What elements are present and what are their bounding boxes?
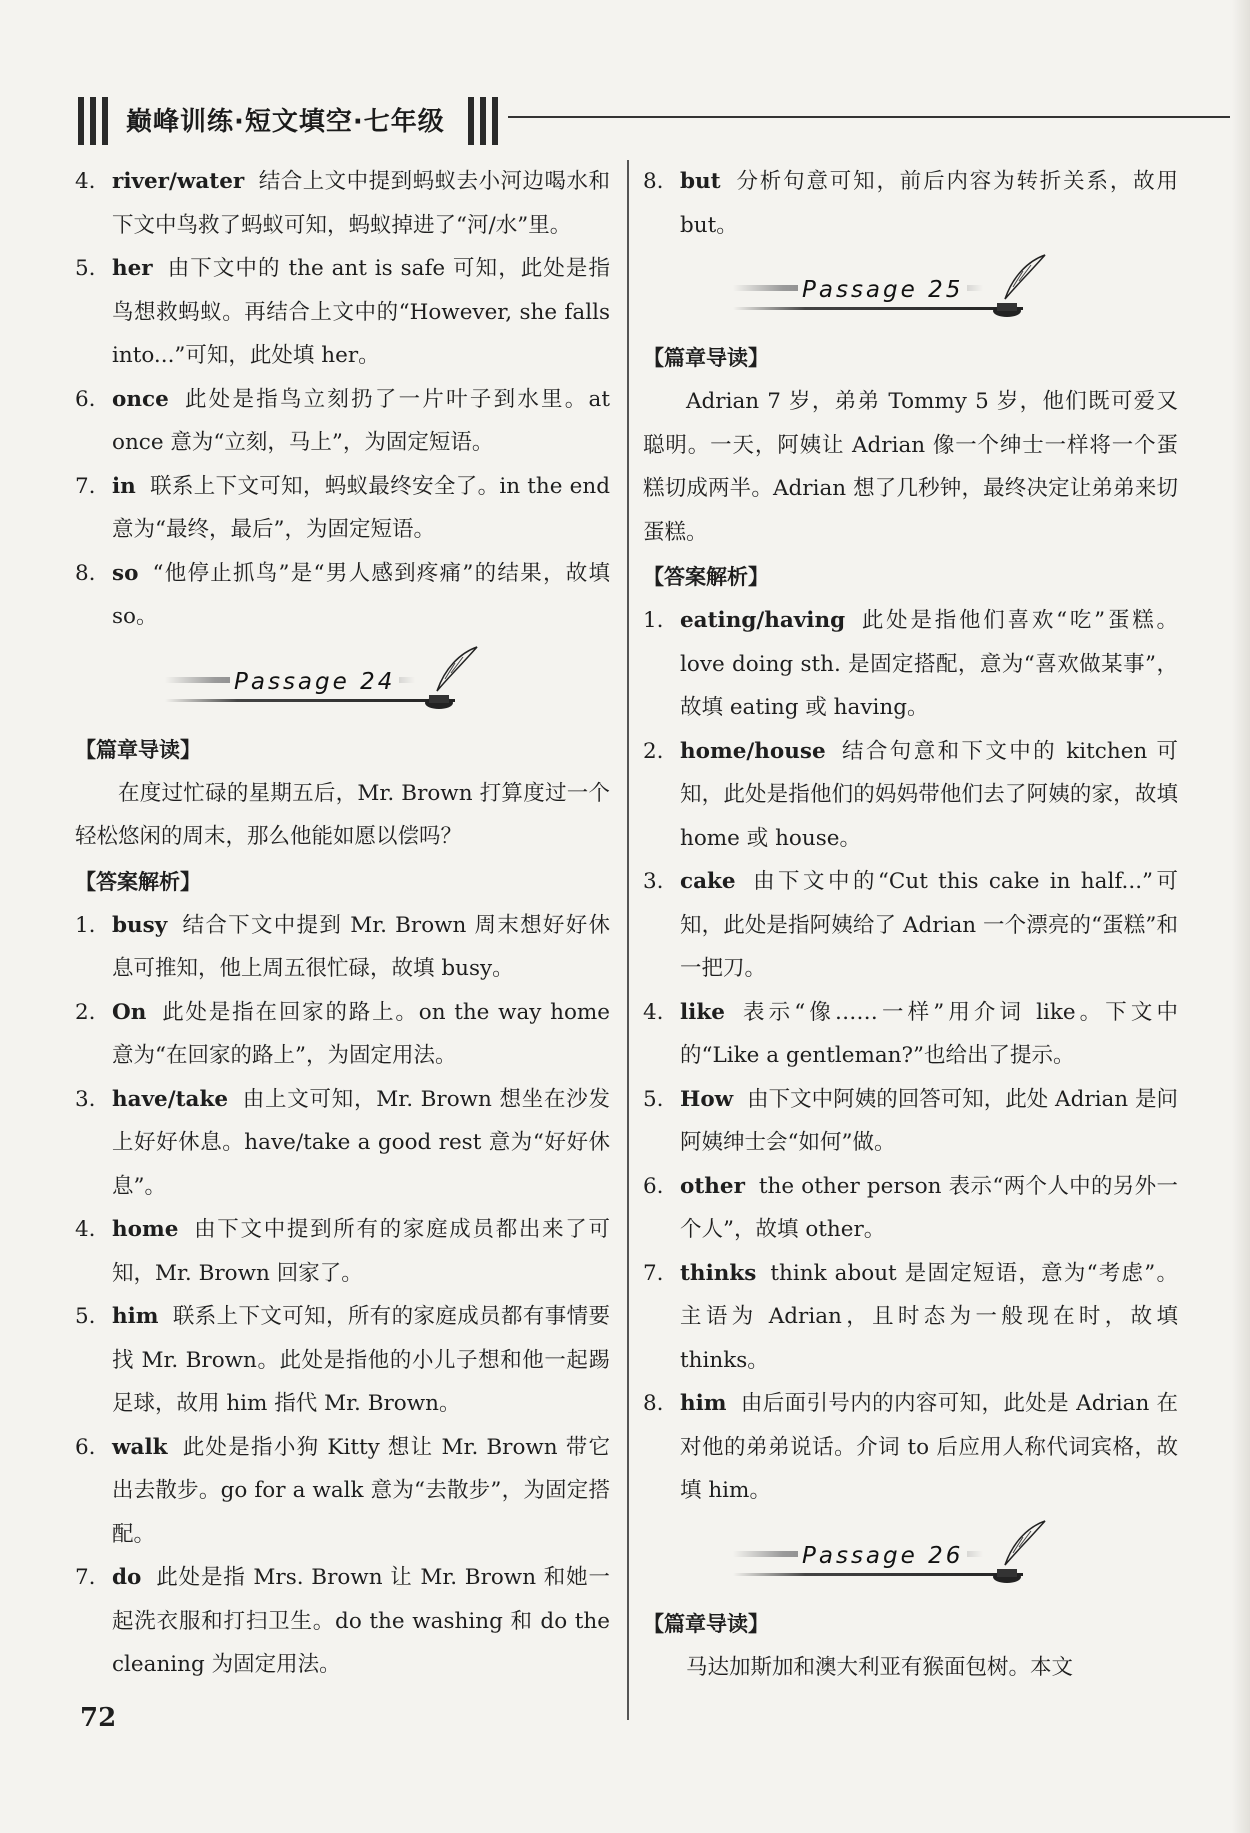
item-explanation: 此处是指他们喜欢“吃”蛋糕。love doing sth. 是固定搭配，意为“喜欢做某事”，故填 eating 或 having。 (680, 608, 1178, 720)
answer-item (75, 552, 610, 639)
answer-item (75, 465, 610, 552)
item-explanation: think about 是固定短语，意为“考虑”。主语为 Adrian，且时态为一般现在时，故填 thinks。 (680, 1260, 1178, 1373)
header-bars-left (78, 97, 118, 145)
item-explanation: 此处是指 Mrs. Brown 让 Mr. Brown 和她一起洗衣服和打扫卫生。do the washing 和 do the cleaning 为固定用法。 (112, 1565, 610, 1677)
passage-24-banner (75, 639, 610, 727)
item-explanation: 由上文可知，Mr. Brown 想坐在沙发上好好休息。have/take a good rest 意为“好好休息”。 (112, 1086, 610, 1199)
item-explanation: 由下文中阿姨的回答可知，此处 Adrian 是问阿姨绅士会“如何”做。 (680, 1086, 1178, 1155)
item-number: 4. (75, 1217, 96, 1242)
item-answer: river/water (112, 169, 245, 194)
answer-item (75, 1556, 610, 1687)
item-answer: have/take (112, 1086, 229, 1112)
page-number: 72 (80, 1703, 117, 1733)
answer-item (75, 160, 610, 247)
passage-25-answers (643, 599, 1178, 1513)
item-answer: cake (680, 869, 736, 894)
answer-item (75, 991, 610, 1078)
item-explanation: 结合下文中提到 Mr. Brown 周末想好好休息可推知，他上周五很忙碌，故填 busy。 (112, 912, 610, 981)
item-explanation: 此处是指鸟立刻扔了一片叶子到水里。at once 意为“立刻，马上”，为固定短语。 (112, 386, 610, 455)
banner-underline (733, 307, 1023, 310)
header-bars-right (468, 97, 508, 145)
item-explanation: 由下文中的“Cut this cake in half...”可知，此处是指阿姨给了 Adrian 一个漂亮的“蛋糕”和一把刀。 (680, 869, 1178, 981)
item-number: 7. (643, 1260, 664, 1286)
item-explanation: 此处是指在回家的路上。on the way home 意为“在回家的路上”，为固定用法。 (112, 999, 610, 1068)
item-number: 5. (75, 1304, 96, 1329)
item-number: 8. (75, 560, 96, 586)
item-number: 6. (75, 386, 96, 412)
right-column (643, 160, 1178, 1689)
item-answer: How (680, 1086, 734, 1112)
passage-intro: Adrian 7 岁，弟弟 Tommy 5 岁，他们既可爱又聪明。一天，阿姨让 Adrian 像一个绅士一样将一个蛋糕切成两半。Adrian 想了几秒钟，最终决定让弟弟来切蛋糕。 (643, 389, 1178, 545)
item-explanation: 由下文中的 the ant is safe 可知，此处是指鸟想救蚂蚁。再结合上文中的“However, she falls into...”可知，此处填 her。 (112, 256, 610, 368)
quill-inkpot-icon (983, 1517, 1053, 1587)
banner-underline (165, 699, 455, 702)
item-number: 2. (643, 738, 664, 764)
item-answer: eating/having (680, 608, 846, 633)
item-explanation: 结合上文中提到蚂蚁去小河边喝水和下文中鸟救了蚂蚁可知，蚂蚁掉进了“河/水”里。 (112, 169, 610, 238)
section-heading-intro: 【篇章导读】 (643, 1611, 769, 1636)
item-number: 8. (643, 1391, 664, 1416)
quill-inkpot-icon (415, 643, 485, 713)
passage-25-banner (643, 247, 1178, 335)
answer-item (643, 160, 1178, 247)
item-answer: in (112, 473, 136, 499)
answer-item (643, 1252, 1178, 1383)
passage-title: Passage 25 (798, 277, 967, 303)
item-answer: thinks (680, 1260, 757, 1286)
answer-item (643, 1165, 1178, 1252)
item-explanation: the other person 表示“两个人中的另外一个人”，故填 other。 (680, 1173, 1178, 1242)
section-heading-answers: 【答案解析】 (643, 565, 769, 589)
item-answer: do (112, 1565, 142, 1590)
item-answer: him (112, 1304, 159, 1329)
item-answer: busy (112, 912, 168, 938)
item-number: 3. (75, 1086, 96, 1112)
item-number: 3. (643, 869, 664, 894)
passage-intro: 马达加斯加和澳大利亚有猴面包树。本文 (686, 1654, 1074, 1680)
page-header (70, 95, 1230, 150)
passage-title: Passage 24 (230, 669, 399, 695)
item-number: 4. (643, 999, 664, 1025)
item-explanation: 此处是指小狗 Kitty 想让 Mr. Brown 带它出去散步。go for a walk 意为“去散步”，为固定搭配。 (112, 1434, 610, 1547)
answer-item (643, 860, 1178, 991)
item-number: 8. (643, 169, 664, 194)
item-explanation: 结合句意和下文中的 kitchen 可知，此处是指他们的妈妈带他们去了阿姨的家，故填 home 或 house。 (680, 738, 1178, 851)
item-number: 6. (643, 1173, 664, 1199)
header-rule (508, 116, 1230, 118)
quill-inkpot-icon (983, 251, 1053, 321)
answer-item (75, 247, 610, 378)
passage-24-answers (75, 904, 610, 1687)
item-number: 4. (75, 169, 96, 194)
item-answer: once (112, 386, 169, 412)
item-answer: like (680, 999, 725, 1025)
page-edge-shadow (1232, 0, 1250, 1833)
item-answer: but (680, 169, 721, 194)
answer-item (643, 730, 1178, 861)
item-explanation: 分析句意可知，前后内容为转折关系，故用 but。 (680, 169, 1178, 238)
section-heading-intro: 【篇章导读】 (75, 737, 201, 762)
item-explanation: 联系上下文可知，所有的家庭成员都有事情要找 Mr. Brown。此处是指他的小儿子想和他一起踢足球，故用 him 指代 Mr. Brown。 (112, 1304, 610, 1416)
item-explanation: 表示“像……一样”用介词 like。下文中的“Like a gentleman?”也给出了提示。 (680, 999, 1178, 1068)
item-answer: home (112, 1217, 179, 1242)
item-answer: other (680, 1173, 745, 1199)
item-explanation: 联系上下文可知，蚂蚁最终安全了。in the end 意为“最终，最后”，为固定短语。 (112, 473, 610, 542)
section-heading-intro: 【篇章导读】 (643, 346, 769, 370)
answer-item (643, 991, 1178, 1078)
item-answer: so (112, 560, 139, 586)
item-answer: On (112, 999, 147, 1025)
item-number: 7. (75, 473, 96, 499)
left-top-items (75, 160, 610, 639)
item-number: 6. (75, 1434, 96, 1460)
item-answer: walk (112, 1434, 168, 1460)
item-explanation: “他停止抓鸟”是“男人感到疼痛”的结果，故填 so。 (112, 560, 610, 629)
item-number: 2. (75, 999, 96, 1025)
header-title: 巅峰训练·短文填空·七年级 (126, 107, 445, 137)
answer-item (643, 1078, 1178, 1165)
answer-item (75, 1295, 610, 1426)
item-answer: him (680, 1391, 727, 1416)
right-top-items (643, 160, 1178, 247)
passage-26-banner (643, 1513, 1178, 1601)
banner-underline (733, 1573, 1023, 1576)
item-explanation: 由后面引号内的内容可知，此处是 Adrian 在对他的弟弟说话。介词 to 后应用人称代词宾格，故填 him。 (680, 1391, 1178, 1503)
item-number: 7. (75, 1565, 96, 1590)
section-heading-answers: 【答案解析】 (75, 869, 201, 894)
item-number: 1. (75, 912, 96, 938)
item-number: 5. (75, 256, 96, 281)
answer-item (75, 904, 610, 991)
column-divider (627, 160, 629, 1720)
item-explanation: 由下文中提到所有的家庭成员都出来了可知，Mr. Brown 回家了。 (112, 1217, 610, 1286)
answer-item (75, 1208, 610, 1295)
passage-intro: 在度过忙碌的星期五后，Mr. Brown 打算度过一个轻松悠闲的周末，那么他能如愿以偿吗？ (75, 780, 610, 849)
item-answer: home/house (680, 738, 826, 764)
item-number: 1. (643, 608, 664, 633)
passage-title: Passage 26 (798, 1543, 967, 1569)
item-answer: her (112, 256, 153, 281)
left-column (75, 160, 610, 1687)
answer-item (75, 1426, 610, 1557)
item-number: 5. (643, 1086, 664, 1112)
answer-item (75, 378, 610, 465)
answer-item (643, 599, 1178, 730)
answer-item (643, 1382, 1178, 1513)
answer-item (75, 1078, 610, 1209)
